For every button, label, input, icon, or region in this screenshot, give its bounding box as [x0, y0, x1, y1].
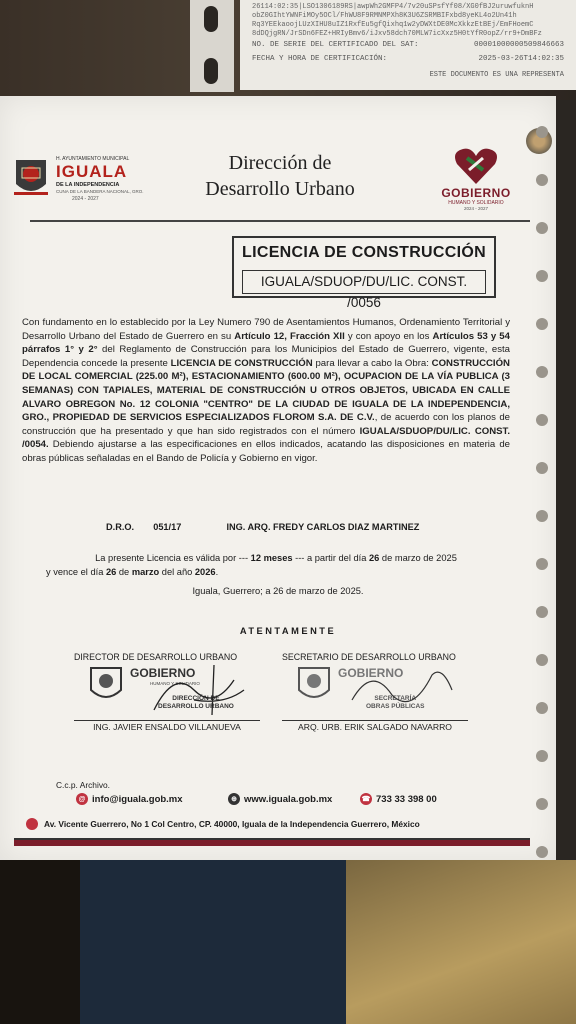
validity-text: de marzo de 2025: [379, 553, 457, 563]
iguala-logo: [12, 150, 152, 210]
dro-label: D.R.O.: [106, 522, 135, 532]
binder-strip: [190, 0, 234, 92]
body-bold-run: LICENCIA DE CONSTRUCCIÓN: [170, 357, 313, 369]
contact-row: [76, 793, 476, 809]
stamp-seal-icon: [296, 664, 332, 706]
footer-color-bar: [14, 838, 530, 846]
body-bold-run: IGUALA/SDUOP/DU/LIC. CONST. /0054.: [22, 425, 510, 451]
certificate-hash-line: obZ0GIhtYWNFiMOy5OCl/FhWU8F9RMNMPXh8K3U6ZSRMBIFxbd8yeKL4o2Un41h: [252, 12, 517, 20]
address-text: Av. Vicente Guerrero, No 1 Col Centro, CP. 40000, Iguala de la Independencia Guerrero, México: [44, 819, 420, 829]
signature-block-director: [74, 652, 260, 736]
certificate-hash-line: 8dDQjgRN/JrSDn6FEZ+HRIyBmv6/iJxv58dch70MLW7icXxz5H0tYfR0opZ/rr9+DmBFz: [252, 30, 542, 38]
body-text-run: y con apoyo en los: [344, 330, 433, 342]
certificate-hash-line: 26114:02:35|LSO1306189RS|awpWh2GMFP4/7v20uSPsfYf08/XG0fBJ2uruwfuknH: [252, 3, 534, 11]
validity-text: --- a partir del día: [292, 553, 369, 563]
datetime-label: FECHA Y HORA DE CERTIFICACIÓN:: [252, 55, 388, 63]
stamp-line: DIRECCIÓN DE: [172, 695, 220, 702]
validity-bold: 12 meses: [250, 553, 293, 563]
validity-bold: marzo: [131, 567, 160, 577]
contact-address: [26, 818, 526, 830]
body-bold-run: Artículo 12, Fracción XII: [234, 330, 345, 342]
municipality-sub: DE LA INDEPENDENCIA: [56, 182, 120, 188]
body-text-run: , de acuerdo con los planos de construcción que ha presentado y que han sido registrados con el número: [22, 412, 510, 437]
municipal-seal-icon: [12, 154, 50, 200]
gobierno-sub: HUMANO Y SOLIDARIO: [448, 200, 504, 206]
email-text: info@iguala.gob.mx: [92, 793, 183, 805]
signature-line: [282, 720, 468, 721]
secretary-role: SECRETARIO DE DESARROLLO URBANO: [282, 652, 456, 662]
stamp-gobierno-sub: HUMANO Y SOLIDARIO: [150, 681, 200, 686]
header-divider: [30, 220, 530, 222]
certificate-note: ESTE DOCUMENTO ES UNA REPRESENTA: [429, 71, 564, 79]
validity-bold: 2026: [194, 567, 216, 577]
validity-text: La presente Licencia es válida por ---: [95, 553, 251, 563]
department-title: [190, 150, 370, 202]
dro-line: [106, 522, 546, 532]
stamp-seal-icon: [88, 664, 124, 706]
signature-block-secretary: [282, 652, 468, 736]
atentamente-label: ATENTAMENTE: [239, 626, 337, 636]
web-text: www.iguala.gob.mx: [244, 793, 333, 805]
contact-email: [76, 793, 183, 805]
license-body-paragraph: [22, 316, 510, 466]
stamp-gobierno: GOBIERNO: [338, 666, 404, 680]
department-title-line1: Dirección de: [228, 152, 332, 174]
stamp-line: OBRAS PÚBLICAS: [366, 703, 425, 710]
email-icon: @: [76, 793, 88, 805]
document-header: [12, 146, 522, 216]
dro-name: ING. ARQ. FREDY CARLOS DIAZ MARTINEZ: [226, 522, 420, 532]
phone-text: 733 33 398 00: [376, 793, 437, 805]
body-text-run: para llevar a cabo la Obra:: [312, 357, 432, 369]
gobierno-years: 2024 - 2027: [463, 206, 489, 211]
gobierno-name: GOBIERNO: [441, 186, 511, 200]
validity-text: del año: [159, 567, 195, 577]
body-text-run: Debiendo ajustarse a las especificaciones en ellos indicados, acatando las disposiciones en materia de obras públicas señaladas en el Bando de Policía y Gobierno en vigor.: [22, 439, 510, 464]
dro-number: 051/17: [153, 522, 182, 532]
phone-icon: ☎: [360, 793, 372, 805]
director-name: ING. JAVIER ENSALDO VILLANUEVA: [93, 722, 241, 732]
director-role: DIRECTOR DE DESARROLLO URBANO: [74, 652, 238, 662]
municipality-name: IGUALA: [56, 162, 128, 181]
globe-icon: ⊕: [228, 793, 240, 805]
department-title-line2: Desarrollo Urbano: [205, 178, 355, 200]
contact-phone: [360, 793, 437, 805]
sheet-protector-holes: [536, 126, 550, 894]
serial-value: 00001000000509846663: [473, 41, 564, 49]
validity-bold: 26: [105, 567, 117, 577]
serial-label: NO. DE SERIE DEL CERTIFICADO DEL SAT:: [252, 41, 419, 49]
heart-logo-icon: [453, 146, 499, 186]
body-bold-run: Artículos 53 y 54 párrafos 1° y 2°: [22, 330, 510, 356]
contact-web: [228, 793, 332, 805]
license-number: IGUALA/SDUOP/DU/LIC. CONST. /0056: [242, 270, 486, 294]
body-text-run: Con fundamento en lo establecido por la Ley Numero 790 de Asentamientos Humanos, Ordenamiento Territorial y Desarrollo Urbano del Estado de Guerrero en su: [22, 317, 510, 342]
municipality-sub2: CUNA DE LA BANDERA NACIONAL, GRO.: [56, 189, 144, 194]
ccp-archivo: C.c.p. Archivo.: [56, 780, 110, 790]
secretary-name: ARQ. URB. ERIK SALGADO NAVARRO: [298, 722, 452, 732]
background-bottom: [0, 860, 576, 1024]
place-and-date: Iguala, Guerrero; a 26 de marzo de 2025.: [192, 586, 364, 596]
validity-bold: 26: [369, 553, 380, 563]
license-document: [0, 96, 556, 862]
stamp-line: DESARROLLO URBANO: [158, 703, 234, 710]
handwritten-signature: [134, 660, 254, 720]
signature-line: [74, 720, 260, 721]
validity-text: .: [215, 567, 219, 577]
certificate-hash-line: Rq3YEEkaoojLUzXIHU8uIZ1RxfEu5gfQixhq1w2yDWXtDE0McXkkzEtBEj/EmFHoemC: [252, 21, 534, 29]
stamp-gobierno: GOBIERNO: [130, 666, 196, 680]
municipality-years: 2024 - 2027: [72, 196, 99, 202]
license-title-box: [232, 236, 496, 310]
handwritten-signature: [342, 660, 462, 720]
validity-text: de: [116, 567, 132, 577]
body-bold-run: CONSTRUCCIÓN DE LOCAL COMERCIAL (225.00 M²), ESTACIONAMIENTO (600.00 M²), OCUPACION DE LA VÍA PUBLICA (3 SEMANAS) CON TAPIALES, MATERIAL DE CONSTRUCCIÓN U OTROS OBJETOS, UBICADA EN CALLE ALVARO OBREGON No. 12 COLONIA "CENTRO" DE LA CIUDAD DE IGUALA DE LA INDEPENDENCIA, GRO., PROPIEDAD DE SERVICIOS ESPECIALIZADOS FLOROM S.A. DE C.V.: [22, 357, 510, 424]
validity-text: y vence el día: [46, 567, 106, 577]
license-title: LICENCIA DE CONSTRUCCIÓN: [242, 244, 486, 261]
stamp-line: SECRETARÍA: [374, 695, 417, 702]
body-text-run: del Reglamento de Construcción para los Municipios del Estado de Guerrero, vigente, esta Dependencia concede la presente: [22, 344, 510, 369]
sat-certificate-strip: [240, 0, 576, 90]
municipality-small-label: H. AYUNTAMIENTO MUNICIPAL: [56, 156, 130, 162]
gobierno-logo: [436, 146, 516, 212]
validity-statement: [46, 551, 506, 579]
datetime-value: 2025-03-26T14:02:35: [478, 55, 564, 63]
location-pin-icon: [26, 818, 38, 830]
